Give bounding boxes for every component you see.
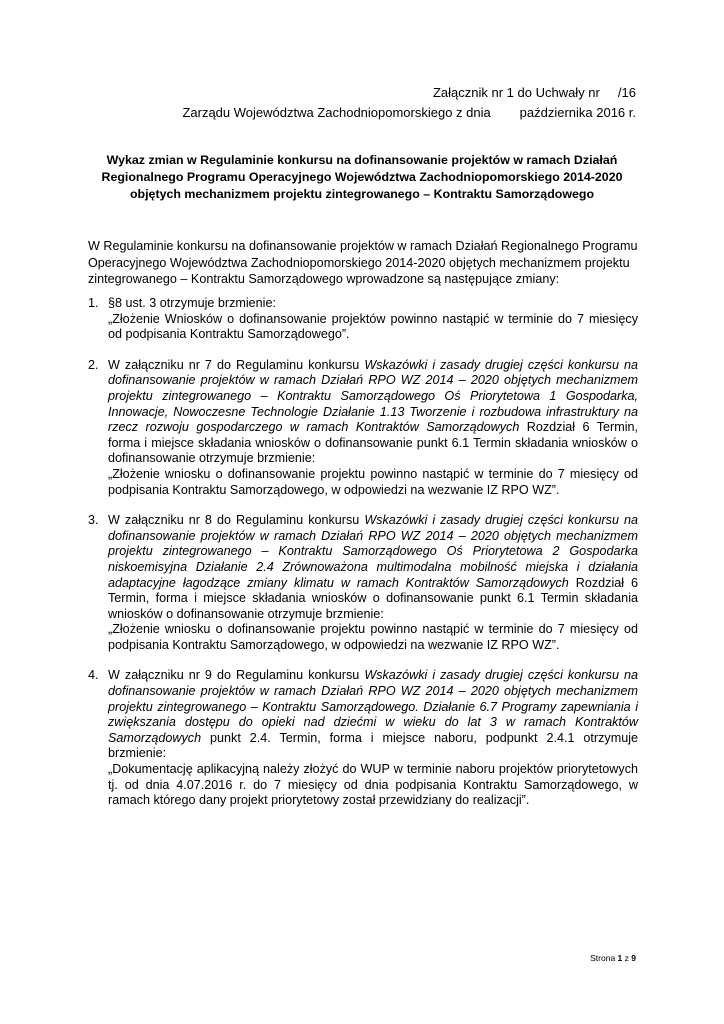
attachment-header — [182, 83, 636, 123]
title-line-1: Wykaz zmian w Regulaminie konkursu na dofinansowanie projektów w ramach Działań — [106, 153, 618, 167]
list-item — [88, 358, 638, 498]
item-text-italic: Wskazówki i zasady drugiej części konkursu na dofinansowanie projektów w ramach Działań RPO WZ 2014 – 2020 objętych mechanizmem projektu zintegrowanego – Kontraktu Samorządowego Oś Priorytetowa 1 Gospodarka, Innowacje, Nowoczesne Technologie Działanie 1.13 Tworzenie i rozbudowa infrastruktury na rzecz rozwoju gospodarczego w ramach Kontraktów Samorządowych — [108, 357, 639, 435]
header-line-2: Zarządu Województwa Zachodniopomorskiego z dnia października 2016 r. — [182, 105, 636, 120]
item-quote: „Złożenie wniosku o dofinansowanie projektu powinno nastąpić w terminie do 7 miesięcy od podpisania Kontraktu Samorządowego, w odpowiedzi na wezwanie IZ RPO WZ”. — [108, 466, 638, 497]
page-separator: z — [622, 953, 632, 963]
item-number: 1. — [88, 296, 99, 310]
list-item — [88, 296, 638, 343]
item-number: 3. — [88, 513, 99, 528]
item-text-pre: W załączniku nr 7 do Regulaminu konkursu — [108, 357, 365, 372]
page-total: 9 — [631, 953, 636, 963]
document-title — [88, 152, 636, 203]
item-quote: „Złożenie Wniosków o dofinansowanie projektów powinno nastąpić w terminie do 7 miesięcy od podpisania Kontraktu Samorządowego”. — [108, 311, 638, 342]
item-text-post: Rozdział 6 Termin, forma i miejsce składania wniosków o dofinansowanie punkt 6.1 Termin składania wniosków o dofinansowanie otrzymuje brzmienie: — [108, 575, 638, 621]
item-text — [108, 668, 638, 762]
changes-list — [88, 296, 638, 809]
item-number: 4. — [88, 668, 99, 683]
item-text-italic: Wskazówki i zasady drugiej części konkursu na dofinansowanie projektów w ramach Działań RPO WZ 2014 – 2020 objętych mechanizmem projektu zintegrowanego – Kontraktu Samorządowego. Działanie 6.7 Programy zapewniania i zwiększania dostępu do opieki nad dziećmi w wieku do lat 3 w ramach Kontraktów Samorządowych — [108, 668, 639, 745]
intro-paragraph: W Regulaminie konkursu na dofinansowanie projektów w ramach Działań Regionalnego Programu Operacyjnego Województwa Zachodniopomorskiego 2014-2020 objętych mechanizmem projektu zintegrowanego – Kontraktu Samorządowego wprowadzone są następujące zmiany: — [88, 239, 638, 286]
item-quote: „Dokumentację aplikacyjną należy złożyć do WUP w terminie naboru projektów priorytetowych tj. od dnia 4.07.2016 r. do 7 miesięcy od dnia podpisania Kontraktu Samorządowego, w ramach którego dany projekt priorytetowy został przewidziany do realizacji”. — [108, 762, 638, 808]
item-text-post: Rozdział 6 Termin, forma i miejsce składania wniosków o dofinansowanie punkt 6.1 Termin składania wniosków o dofinansowanie otrzymuje brzmienie: — [108, 420, 639, 466]
page-number — [590, 952, 636, 964]
item-quote: „Złożenie wniosku o dofinansowanie projektu powinno nastąpić w terminie do 7 miesięcy od podpisania Kontraktu Samorządowego, w odpowiedzi na wezwanie IZ RPO WZ”. — [108, 622, 638, 652]
item-text-post: punkt 2.4. Termin, forma i miejsce naboru, podpunkt 2.4.1 otrzymuje brzmienie: — [108, 730, 638, 761]
page-current: 1 — [617, 953, 623, 963]
item-text — [108, 358, 638, 467]
header-line-1: Załącznik nr 1 do Uchwały nr /16 — [432, 85, 636, 100]
page-label: Strona — [590, 953, 618, 963]
title-line-3: objętych mechanizmem projektu zintegrowanego – Kontraktu Samorządowego — [129, 187, 595, 201]
title-line-2: Regionalnego Programu Operacyjnego Województwa Zachodniopomorskiego 2014-2020 — [101, 170, 623, 184]
item-text-italic: Wskazówki i zasady drugiej części konkursu na dofinansowanie projektów w ramach Działań RPO WZ 2014 – 2020 objętych mechanizmem projektu zintegrowanego – Kontraktu Samorządowego Oś Priorytetowa 2 Gospodarka niskoemisyjna Działanie 2.4 Zrównoważona multimodalna mobilność miejska i działania adaptacyjne łagodzące zmiany klimatu w ramach Kontraktów Samorządowych — [108, 513, 639, 590]
item-number: 2. — [88, 357, 99, 372]
item-text — [108, 513, 638, 622]
list-item — [88, 513, 638, 653]
item-text: §8 ust. 3 otrzymuje brzmienie: — [108, 296, 276, 310]
list-item — [88, 668, 638, 808]
item-text-pre: W załączniku nr 9 do Regulaminu konkursu — [108, 668, 365, 683]
item-text-pre: W załączniku nr 8 do Regulaminu konkursu — [108, 513, 365, 528]
